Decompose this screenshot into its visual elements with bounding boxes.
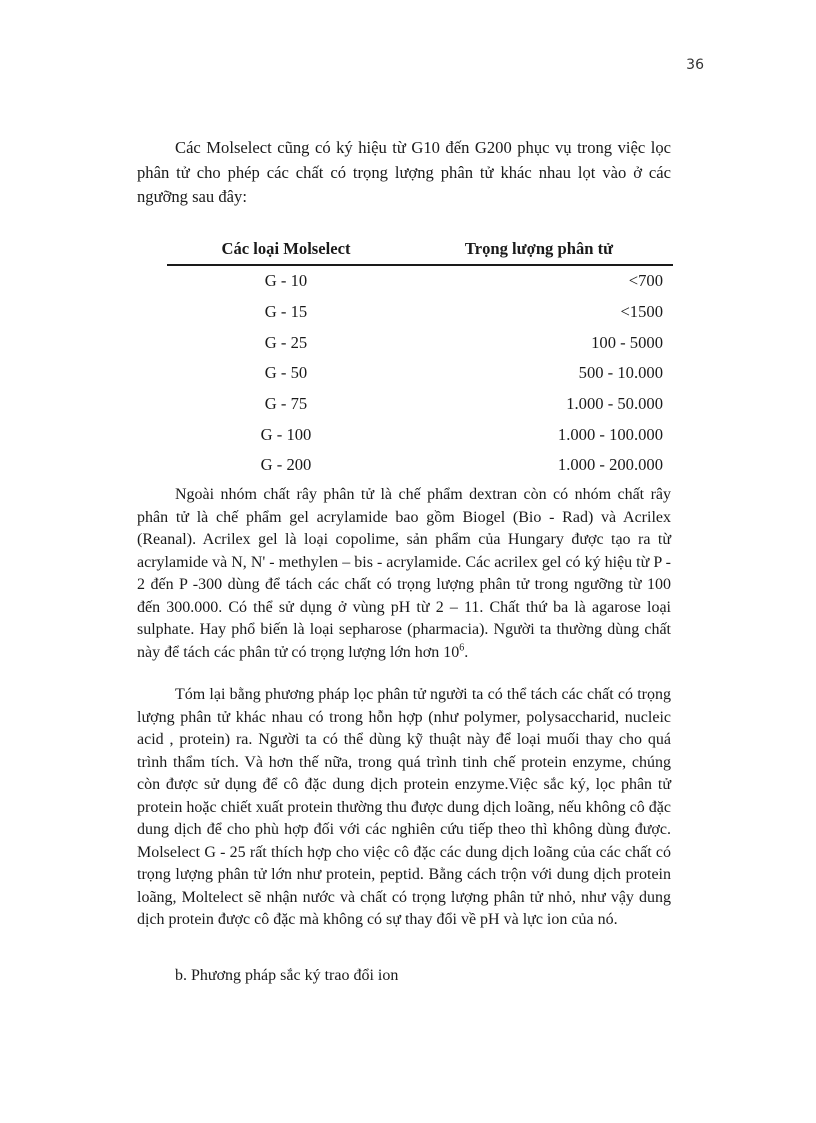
cell-type: G - 10: [264, 271, 308, 291]
intro-paragraph: Các Molselect cũng có ký hiệu từ G10 đến G200 phục vụ trong việc lọc phân tử cho phép các chất có trọng lượng phân tử khác nhau lọt vào ở các ngưỡng sau đây:: [137, 138, 671, 206]
cell-weight: <700: [628, 271, 663, 291]
section-heading: b. Phương pháp sắc ký trao đổi ion: [175, 967, 399, 984]
paragraph-acrylamide-gels: [137, 484, 671, 664]
column-header-type: Các loại Molselect: [167, 234, 405, 265]
cell-type: G - 200: [260, 455, 312, 475]
paragraph-summary: Tóm lại bằng phương pháp lọc phân tử người ta có thể tách các chất có trọng lượng phân tử khác nhau có trong hỗn hợp (như polymer, polysaccharid, nucleic acid , protein) ra. Người ta có thể dùng kỹ thuật này để loại muối thay cho quá trình thẩm tích. Và hơn thế nữa, trong quá trình tinh chế protein enzyme, chúng còn được sử dụng để cô đặc dung dịch protein enzyme.Việc sắc ký, lọc phân tử protein hoặc chiết xuất protein thường thu được dung dịch loãng, nếu không cô đặc dung dịch để cho phù hợp đối với các nghiên cứu tiếp theo thì không dùng được. Molselect G - 25 rất thích hợp cho việc cô đặc các dung dịch loãng của các chất có trọng lượng phân tử lớn như protein, peptid. Bằng cách trộn với dung dịch protein loãng, Moltelect sẽ nhận nước và chất có trọng lượng phân tử nhỏ, như vậy dung dịch protein được cô đặc mà không có sự thay đổi về pH và lực ion của nó.: [137, 686, 671, 928]
exponent: 6: [459, 642, 465, 654]
cell-type: G - 15: [264, 302, 308, 322]
table-row: [167, 297, 673, 328]
table-row: [167, 265, 673, 297]
table-row: [167, 419, 673, 450]
molecular-weight-table: [167, 234, 673, 481]
cell-type: G - 75: [264, 394, 308, 414]
cell-weight: 1.000 - 50.000: [566, 394, 663, 414]
cell-type: G - 50: [264, 363, 308, 383]
paragraph-2-text: Ngoài nhóm chất rây phân tử là chế phẩm dextran còn có nhóm chất rây phân tử là chế phẩm gel acrylamide bao gồm Biogel (Bio - Rad) và Acrilex (Reanal). Acrilex gel là loại copolime, sản phẩm của Hungary được tạo ra từ acrylamide và N, N' - methylen – bis - acrylamide. Các acrilex gel có ký hiệu từ P - 2 đến P -300 dùng để tách các chất có trọng lượng phân tử trong ngưỡng từ 100 đến 300.000. Có thể sử dụng ở vùng pH từ 2 – 11. Chất thứ ba là agarose loại sulphate. Hay phổ biến là loại sepharose (pharmacia). Người ta thường dùng chất này để tách các phân tử có trọng lượng lớn hơn 10: [137, 486, 671, 661]
table-header-row: [167, 234, 673, 265]
cell-weight: 500 - 10.000: [578, 363, 663, 383]
cell-weight: 1.000 - 100.000: [557, 424, 663, 444]
column-header-weight: Trọng lượng phân tử: [405, 234, 673, 265]
cell-type: G - 25: [264, 332, 308, 352]
page-number: 36: [686, 57, 704, 73]
cell-weight: <1500: [620, 302, 663, 322]
table-row: [167, 450, 673, 481]
cell-weight: 100 - 5000: [591, 332, 663, 352]
cell-weight: 1.000 - 200.000: [557, 455, 663, 475]
paragraph-2-end: .: [464, 643, 469, 661]
table-row: [167, 327, 673, 358]
table-row: [167, 389, 673, 420]
table-row: [167, 358, 673, 389]
cell-type: G - 100: [260, 424, 312, 444]
